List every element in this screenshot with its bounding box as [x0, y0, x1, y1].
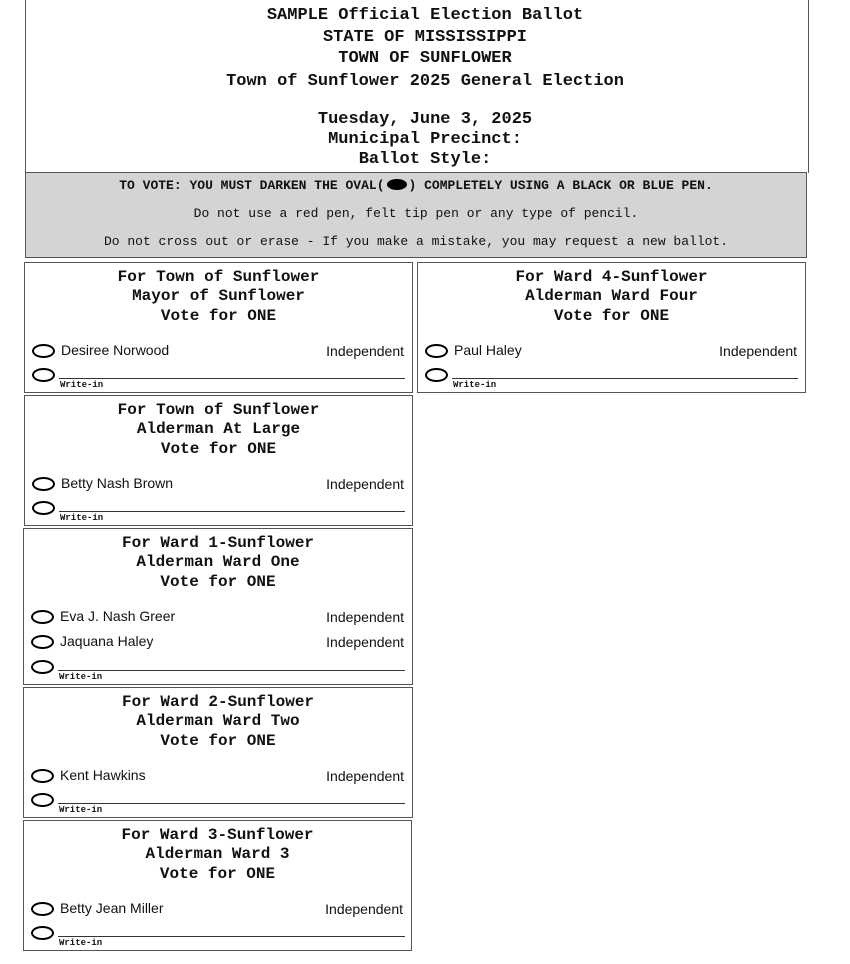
vote-oval-jaquana-haley[interactable] — [31, 635, 54, 649]
contest-title-line-1: For Ward 4-Sunflower — [515, 268, 708, 286]
candidate-party: Independent — [719, 343, 797, 359]
vote-oval-paul-haley[interactable] — [425, 344, 448, 358]
contest-title-line-2: Alderman Ward One — [136, 553, 300, 571]
vote-oval-write-in[interactable] — [31, 793, 54, 807]
ballot-title: SAMPLE Official Election Ballot — [266, 6, 584, 25]
candidate-name: Betty Jean Miller — [60, 900, 164, 916]
contest-alderman-at-large — [24, 395, 413, 526]
contest-title-line-2: Alderman Ward Four — [525, 287, 698, 305]
ballot-date: Tuesday, June 3, 2025 — [317, 110, 533, 129]
write-in-line[interactable] — [59, 511, 405, 512]
candidate-name: Kent Hawkins — [60, 767, 146, 783]
contest-title-line-2: Mayor of Sunflower — [132, 287, 305, 305]
contest-title-line-2: Alderman Ward Two — [136, 712, 300, 730]
write-in-label: Write-in — [59, 938, 103, 948]
ballot-election-name: Town of Sunflower 2025 General Election — [226, 72, 624, 91]
write-in-label: Write-in — [453, 380, 497, 390]
ballot-town: TOWN OF SUNFLOWER — [338, 49, 512, 68]
candidate-party: Independent — [326, 768, 404, 784]
write-in-line[interactable] — [58, 936, 405, 937]
contest-vote-for: Vote for ONE — [160, 573, 276, 591]
contest-title-line-1: For Ward 3-Sunflower — [121, 826, 314, 844]
write-in-label: Write-in — [60, 380, 104, 390]
write-in-line[interactable] — [58, 803, 405, 804]
vote-oval-write-in[interactable] — [31, 926, 54, 940]
candidate-party: Independent — [325, 901, 403, 917]
contest-title-line-1: For Ward 1-Sunflower — [121, 534, 315, 552]
write-in-label: Write-in — [59, 672, 103, 682]
contest-title-line-1: For Ward 2-Sunflower — [121, 693, 315, 711]
contest-mayor — [24, 262, 413, 393]
ballot-style: Ballot Style: — [358, 150, 492, 169]
contest-vote-for: Vote for ONE — [160, 440, 277, 458]
vote-oval-eva-j-nash-greer[interactable] — [31, 610, 54, 624]
contest-vote-for: Vote for ONE — [159, 865, 276, 883]
ballot-precinct: Municipal Precinct: — [328, 130, 522, 149]
contest-vote-for: Vote for ONE — [160, 307, 277, 325]
contest-ward-4 — [417, 262, 806, 393]
contest-vote-for: Vote for ONE — [553, 307, 670, 325]
contest-title-line-1: For Town of Sunflower — [117, 268, 320, 286]
ballot-state: STATE OF MISSISSIPPI — [322, 28, 528, 47]
write-in-line[interactable] — [452, 378, 798, 379]
vote-oval-betty-jean-miller[interactable] — [31, 902, 54, 916]
contest-title-line-2: Alderman Ward 3 — [145, 845, 290, 863]
vote-oval-write-in[interactable] — [31, 660, 54, 674]
vote-oval-write-in[interactable] — [32, 501, 55, 515]
candidate-party: Independent — [326, 343, 404, 359]
candidate-name: Jaquana Haley — [60, 633, 154, 649]
candidate-party: Independent — [326, 476, 404, 492]
instruction-line-1: TO VOTE: YOU MUST DARKEN THE OVAL( ) COMPLETELY USING A BLACK OR BLUE PEN. — [119, 178, 713, 193]
voting-instructions — [25, 172, 807, 258]
contest-ward-3 — [23, 820, 412, 951]
candidate-name: Betty Nash Brown — [61, 475, 174, 491]
vote-oval-write-in[interactable] — [425, 368, 448, 382]
candidate-name: Desiree Norwood — [61, 342, 170, 358]
vote-oval-write-in[interactable] — [32, 368, 55, 382]
candidate-party: Independent — [326, 634, 404, 650]
vote-oval-kent-hawkins[interactable] — [31, 769, 54, 783]
candidate-party: Independent — [326, 609, 404, 625]
write-in-line[interactable] — [59, 378, 405, 379]
vote-oval-betty-nash-brown[interactable] — [32, 477, 55, 491]
write-in-line[interactable] — [58, 670, 405, 671]
contest-title-line-2: Alderman At Large — [136, 420, 301, 438]
write-in-label: Write-in — [60, 513, 104, 523]
filled-oval-icon — [387, 179, 407, 190]
instruction-line-3: Do not cross out or erase - If you make a mistake, you may request a new ballot. — [103, 234, 729, 249]
vote-oval-desiree-norwood[interactable] — [32, 344, 55, 358]
contest-ward-1 — [23, 528, 413, 685]
write-in-label: Write-in — [59, 805, 103, 815]
contest-title-line-1: For Town of Sunflower — [117, 401, 320, 419]
contest-vote-for: Vote for ONE — [160, 732, 276, 750]
contest-ward-2 — [23, 687, 413, 818]
candidate-name: Eva J. Nash Greer — [60, 608, 176, 624]
candidate-name: Paul Haley — [454, 342, 522, 358]
instruction-line-2: Do not use a red pen, felt tip pen or any type of pencil. — [193, 206, 639, 221]
